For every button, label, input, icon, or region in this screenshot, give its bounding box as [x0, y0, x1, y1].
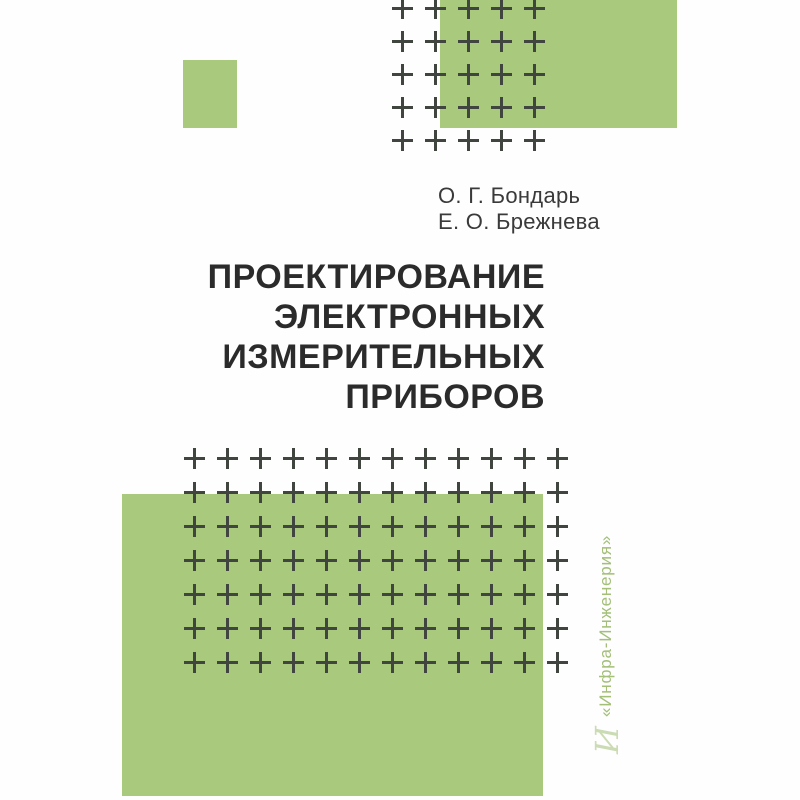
plus-mark-icon — [508, 441, 541, 475]
plus-mark-icon — [442, 509, 475, 543]
plus-mark-icon — [178, 441, 211, 475]
plus-mark-icon — [452, 91, 485, 124]
plus-mark-icon — [376, 577, 409, 611]
plus-mark-icon — [178, 475, 211, 509]
plus-mark-icon — [178, 543, 211, 577]
plus-mark-icon — [277, 577, 310, 611]
plus-mark-icon — [277, 475, 310, 509]
plus-mark-icon — [485, 0, 518, 25]
plus-mark-icon — [409, 577, 442, 611]
plus-mark-icon — [277, 509, 310, 543]
plus-mark-icon — [409, 645, 442, 679]
plus-mark-icon — [211, 611, 244, 645]
plus-mark-icon — [343, 475, 376, 509]
plus-mark-icon — [518, 124, 551, 157]
plus-mark-icon — [386, 91, 419, 124]
plus-mark-icon — [244, 475, 277, 509]
plus-pattern-bottom — [178, 441, 574, 679]
small-green-square — [183, 60, 237, 128]
plus-mark-icon — [541, 475, 574, 509]
plus-mark-icon — [277, 611, 310, 645]
plus-mark-icon — [310, 577, 343, 611]
plus-mark-icon — [541, 577, 574, 611]
plus-mark-icon — [386, 58, 419, 91]
plus-mark-icon — [442, 441, 475, 475]
plus-mark-icon — [452, 25, 485, 58]
plus-mark-icon — [376, 441, 409, 475]
plus-mark-icon — [178, 577, 211, 611]
plus-mark-icon — [419, 58, 452, 91]
plus-mark-icon — [376, 509, 409, 543]
plus-mark-icon — [409, 509, 442, 543]
plus-mark-icon — [178, 509, 211, 543]
plus-mark-icon — [376, 475, 409, 509]
plus-mark-icon — [485, 25, 518, 58]
title-line-4: ПРИБОРОВ — [345, 378, 545, 416]
plus-mark-icon — [244, 645, 277, 679]
publisher-name-vertical: «Инфра-Инженерия» — [596, 534, 615, 717]
plus-mark-icon — [518, 91, 551, 124]
plus-mark-icon — [475, 509, 508, 543]
plus-mark-icon — [211, 475, 244, 509]
plus-mark-icon — [277, 441, 310, 475]
plus-mark-icon — [419, 124, 452, 157]
plus-mark-icon — [343, 645, 376, 679]
plus-mark-icon — [244, 577, 277, 611]
plus-mark-icon — [376, 543, 409, 577]
plus-mark-icon — [518, 25, 551, 58]
plus-mark-icon — [244, 441, 277, 475]
plus-mark-icon — [475, 611, 508, 645]
plus-mark-icon — [508, 577, 541, 611]
plus-mark-icon — [343, 611, 376, 645]
publisher-monogram-icon: И — [588, 726, 626, 754]
plus-mark-icon — [310, 645, 343, 679]
plus-mark-icon — [419, 25, 452, 58]
plus-mark-icon — [310, 441, 343, 475]
plus-mark-icon — [508, 645, 541, 679]
plus-mark-icon — [442, 543, 475, 577]
authors-block — [438, 183, 600, 235]
plus-mark-icon — [475, 543, 508, 577]
plus-mark-icon — [541, 441, 574, 475]
plus-mark-icon — [508, 475, 541, 509]
plus-mark-icon — [343, 577, 376, 611]
plus-mark-icon — [475, 475, 508, 509]
plus-mark-icon — [211, 543, 244, 577]
plus-mark-icon — [409, 611, 442, 645]
plus-mark-icon — [409, 543, 442, 577]
plus-mark-icon — [485, 58, 518, 91]
plus-mark-icon — [508, 611, 541, 645]
plus-mark-icon — [310, 509, 343, 543]
plus-mark-icon — [541, 543, 574, 577]
plus-mark-icon — [277, 645, 310, 679]
book-title — [95, 257, 545, 417]
plus-mark-icon — [518, 0, 551, 25]
plus-mark-icon — [475, 441, 508, 475]
plus-mark-icon — [178, 611, 211, 645]
plus-mark-icon — [541, 645, 574, 679]
plus-mark-icon — [386, 0, 419, 25]
plus-mark-icon — [277, 543, 310, 577]
plus-mark-icon — [343, 441, 376, 475]
plus-mark-icon — [343, 509, 376, 543]
plus-mark-icon — [211, 441, 244, 475]
title-line-1: ПРОЕКТИРОВАНИЕ — [207, 258, 545, 296]
author-line-1: О. Г. Бондарь — [438, 183, 581, 208]
plus-mark-icon — [485, 124, 518, 157]
plus-mark-icon — [310, 475, 343, 509]
plus-mark-icon — [386, 124, 419, 157]
plus-mark-icon — [442, 645, 475, 679]
plus-mark-icon — [541, 509, 574, 543]
plus-mark-icon — [244, 509, 277, 543]
plus-mark-icon — [409, 475, 442, 509]
plus-mark-icon — [442, 611, 475, 645]
plus-mark-icon — [211, 509, 244, 543]
plus-mark-icon — [442, 475, 475, 509]
plus-mark-icon — [442, 577, 475, 611]
plus-mark-icon — [452, 124, 485, 157]
plus-mark-icon — [211, 645, 244, 679]
plus-pattern-top — [386, 0, 551, 157]
plus-mark-icon — [409, 441, 442, 475]
plus-mark-icon — [244, 543, 277, 577]
plus-mark-icon — [386, 25, 419, 58]
plus-mark-icon — [485, 91, 518, 124]
plus-mark-icon — [475, 577, 508, 611]
title-line-3: ИЗМЕРИТЕЛЬНЫХ — [222, 338, 545, 376]
plus-mark-icon — [178, 645, 211, 679]
plus-mark-icon — [475, 645, 508, 679]
plus-mark-icon — [211, 577, 244, 611]
plus-mark-icon — [452, 58, 485, 91]
plus-mark-icon — [452, 0, 485, 25]
plus-mark-icon — [343, 543, 376, 577]
author-line-2: Е. О. Брежнева — [438, 209, 600, 234]
plus-mark-icon — [376, 645, 409, 679]
plus-mark-icon — [376, 611, 409, 645]
plus-mark-icon — [419, 91, 452, 124]
plus-mark-icon — [541, 611, 574, 645]
plus-mark-icon — [508, 509, 541, 543]
plus-mark-icon — [508, 543, 541, 577]
plus-mark-icon — [244, 611, 277, 645]
plus-mark-icon — [310, 611, 343, 645]
plus-mark-icon — [518, 58, 551, 91]
title-line-2: ЭЛЕКТРОННЫХ — [273, 298, 545, 336]
plus-mark-icon — [310, 543, 343, 577]
plus-mark-icon — [419, 0, 452, 25]
